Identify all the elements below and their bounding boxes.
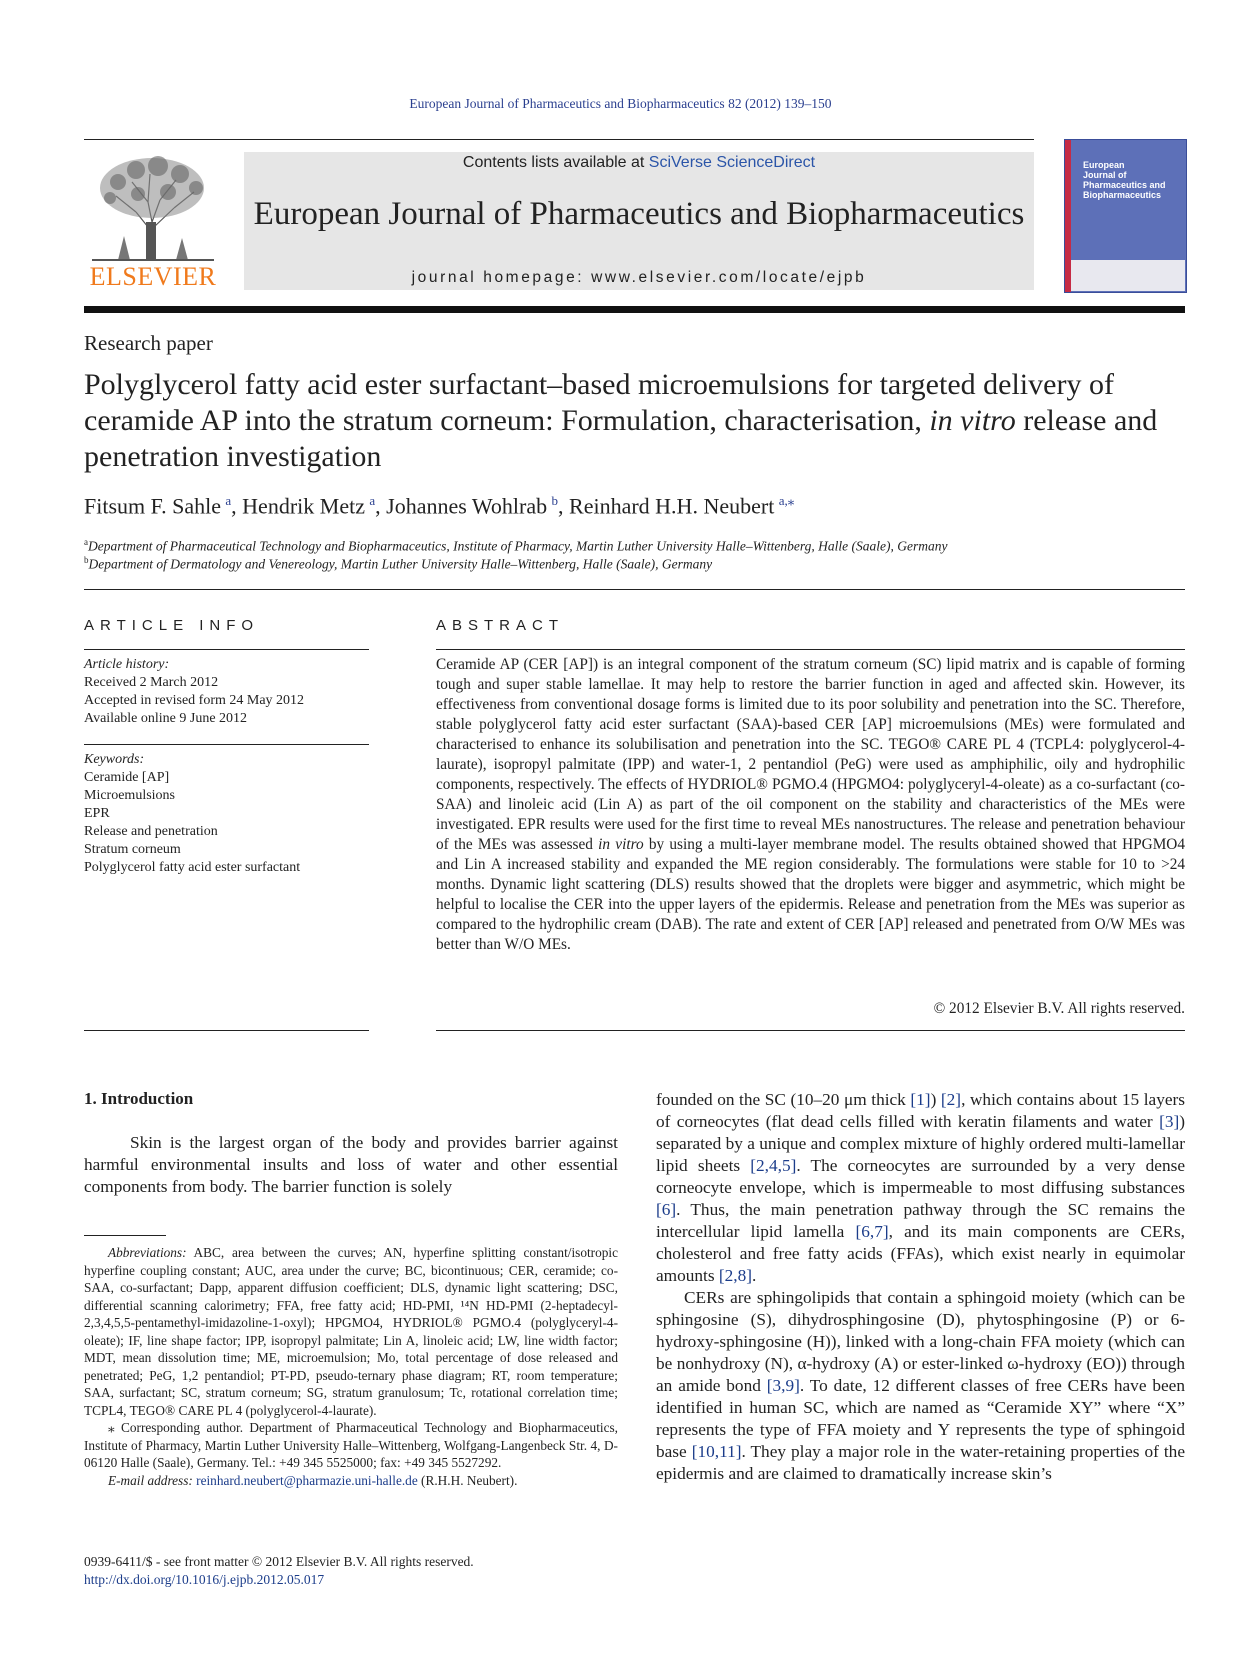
keyword: Release and penetration: [84, 824, 218, 839]
affiliation-text: Department of Dermatology and Venereology, Martin Luther University Halle–Wittenberg, Halle (Saale), Germany: [88, 556, 713, 572]
reference-link[interactable]: [1]: [910, 1090, 931, 1109]
history-rule: [84, 744, 369, 745]
affiliation-text: Department of Pharmaceutical Technology and Biopharmaceutics, Institute of Pharmacy, Martin Luther University Halle–Wittenberg, Halle (Saale), Germany: [88, 538, 948, 554]
email-footnote: [84, 1472, 618, 1490]
keywords-label: Keywords:: [84, 752, 145, 767]
doi-link[interactable]: http://dx.doi.org/10.1016/j.ejpb.2012.05.017: [84, 1571, 325, 1587]
journal-masthead: [244, 152, 1034, 290]
elsevier-wordmark: ELSEVIER: [89, 262, 217, 291]
journal-homepage-link[interactable]: journal homepage: www.elsevier.com/locate/ejpb: [411, 269, 867, 286]
footnotes: [84, 1244, 618, 1489]
body-text: . To date, 12 different classes of free CERs have been identified in human SC, which are named as “Ceramide XY” where “X” represents the type of FFA moiety and Y represents the type of sphingoid base: [656, 1376, 1185, 1461]
article-history: [84, 656, 369, 728]
issn-line: 0939-6411/$ - see front matter © 2012 Elsevier B.V. All rights reserved.: [84, 1554, 474, 1569]
reference-link[interactable]: [10,11]: [691, 1442, 742, 1461]
abstract-italic: in vitro: [598, 836, 644, 853]
footnote-rule: [84, 1235, 166, 1236]
elsevier-logo[interactable]: [88, 152, 218, 292]
author-name[interactable]: Fitsum F. Sahle: [84, 493, 221, 519]
body-text: . The corneocytes are surrounded by a very dense corneocyte envelope, which is impermeable to most diffusing substances: [656, 1156, 1186, 1197]
history-item: Accepted in revised form 24 May 2012: [84, 693, 305, 708]
abbreviations-text: ABC, area between the curves; AN, hyperfine splitting constant/isotropic hyperfine coupling constant; AUC, area under the curve; BC, bicontinuous; CER, ceramide; co-SAA, co-surfactant; Dapp, apparent diffusion coefficient; DLS, dynamic light scattering; DSC, differential scanning calorimetry; FFA, free fatty acid; HD-PMI, ¹⁴N HD-PMI (2-heptadecyl-2,3,4,5,5-pentamethyl-imidazoline-1-oxyl); HPGMO4, HYDRIOL® PGMO.4 (polyglyceryl-4-oleate); IF, line shape factor; IPP, isopropyl palmitate; Lin A, linoleic acid; LW, line width factor; MDT, mean dissolution time; ME, microemulsion; Mo, total percentage of dose released and penetrated; PeG, 1,2 pentandiol; PT-PD, pseudo-ternary phase diagram; RT, room temperature; SAA, surfactant; SC, stratum corneum; SG, stratum granulosum; Tc, rotational correlation time; TCPL4, TEGO® CARE PL 4 (polyglycerol-4-laurate).: [84, 1245, 618, 1418]
masthead-rule: [84, 306, 1185, 313]
right-column-text: [656, 1089, 1185, 1485]
author-affiliation-sup[interactable]: a,⁎: [778, 493, 795, 508]
contents-line: [244, 154, 1034, 172]
contents-prefix: Contents lists available at: [462, 154, 649, 171]
email-suffix: (R.H.H. Neubert).: [417, 1472, 518, 1488]
intro-paragraph: Skin is the largest organ of the body and provides barrier against harmful environmental insults and loss of water and other essential components from body. The barrier function is solely: [84, 1133, 618, 1196]
history-item: Received 2 March 2012: [84, 675, 219, 690]
journal-title: European Journal of Pharmaceutics and Biopharmaceutics: [253, 196, 1025, 232]
reference-link[interactable]: [3,9]: [766, 1376, 800, 1395]
article-info-bottom-rule: [84, 1030, 369, 1031]
history-item: Available online 9 June 2012: [84, 711, 248, 726]
author-affiliation-sup[interactable]: b: [551, 493, 559, 508]
abbreviations-label: Abbreviations:: [108, 1245, 187, 1260]
article-info-heading: ARTICLE INFO: [84, 617, 260, 634]
journal-cover-thumbnail[interactable]: [1064, 139, 1187, 293]
title-text-end: release and penetration investigation: [84, 404, 1158, 473]
reference-link[interactable]: [3]: [1159, 1112, 1180, 1131]
body-text: CERs are sphingolipids that contain a sphingoid moiety (which can be sphingosine (S), dihydrosphingosine (D), phytosphingosine (P) or 6-hydroxy-sphingosine (H)), linked with a long-chain FFA moiety (which can be nonhydroxy (N), α-hydroxy (A) or ester-linked ω-hydroxy (EO)) through an amide bond: [656, 1288, 1185, 1395]
abstract-rule: [436, 649, 1185, 650]
title-rule: [84, 589, 1185, 590]
abstract-bottom-rule: [436, 1030, 1185, 1031]
abstract-heading: ABSTRACT: [436, 617, 565, 634]
author-affiliation-sup[interactable]: a: [225, 493, 232, 508]
author-name[interactable]: Hendrik Metz: [242, 493, 365, 519]
author-name[interactable]: Johannes Wohlrab: [386, 493, 548, 519]
history-label: Article history:: [84, 657, 170, 672]
author-name[interactable]: Reinhard H.H. Neubert: [569, 493, 775, 519]
reference-link[interactable]: [2,8]: [718, 1266, 753, 1285]
reference-link[interactable]: [6]: [656, 1200, 677, 1219]
keywords: [84, 751, 369, 877]
body-paragraph: founded on the SC (10–20 μm thick [1]) [2], which contains about 15 layers of corneocytes (flat dead cells filled with keratin filaments and water [3]) separated by a unique and complex mixture of highly ordered multi-lamellar lipid sheets [2,4,5]. The corneocytes are surrounded by a very dense corneocyte envelope, which is impermeable to most diffusing substances [6]. Thus, the main penetration pathway through the SC remains the intercellular lipid lamella [6,7], and its main components are CERs, cholesterol and free fatty acids (FFAs), which exist nearly in equimolar amounts [2,8].: [656, 1090, 1186, 1285]
abbreviations-footnote: [84, 1244, 618, 1419]
abstract-text: [436, 655, 1185, 955]
body-text: . They play a major role in the water-retaining properties of the epidermis and are claimed to dramatically increase skin’s: [656, 1442, 1185, 1483]
title-italic-text: in vitro: [929, 404, 1016, 437]
keyword: EPR: [84, 806, 110, 821]
title-text: Polyglycerol fatty acid ester surfactant–based microemulsions for targeted delivery of ceramide AP into the stratum corneum: Formulation, characterisation,: [84, 368, 1114, 437]
corresponding-author-footnote: ⁎ Corresponding author. Department of Pharmaceutical Technology and Biopharmaceutics, Institute of Pharmacy, Martin Luther University Halle–Wittenberg, Wolfgang-Langenbeck Str. 4, D-06120 Halle (Saale), Germany. Tel.: +49 345 5525000; fax: +49 345 5527292.: [84, 1420, 618, 1470]
keyword: Microemulsions: [84, 788, 175, 803]
sciencedirect-link[interactable]: SciVerse ScienceDirect: [648, 154, 816, 171]
reference-link[interactable]: [6,7]: [855, 1222, 889, 1241]
author-list: Fitsum F. Sahle $^a$, Hendrik Metz $^a$, Johannes Wohlrab $^b$, Reinhard H.H. Neubert $^{a,⁎}$: [84, 493, 795, 519]
keyword: Stratum corneum: [84, 842, 181, 857]
abstract-copyright: © 2012 Elsevier B.V. All rights reserved.: [933, 1000, 1185, 1017]
author-affiliation-sup[interactable]: a: [369, 493, 376, 508]
affiliation-sup: b: [84, 555, 89, 565]
reference-link[interactable]: [2]: [940, 1090, 962, 1109]
cover-footer: [1071, 260, 1185, 291]
journal-citation[interactable]: European Journal of Pharmaceutics and Biopharmaceutics 82 (2012) 139–150: [409, 96, 832, 111]
email-label: E-mail address:: [108, 1472, 193, 1488]
abstract-body: Ceramide AP (CER [AP]) is an integral component of the stratum corneum (SC) lipid matrix and is capable of forming tough and super stable lamellae. It may help to restore the barrier function in aged and affected skin. However, its effectiveness from conventional dosage forms is limited due to its poor solubility and penetration into the SC. Therefore, stable polyglycerol fatty acid ester surfactant (SAA)-based CER [AP] microemulsions (MEs) were formulated and characterised to enhance its solubilisation and penetration into the SC. TEGO® CARE PL 4 (TCPL4: polyglycerol-4-laurate), isopropyl palmitate (IPP) and water-1, 2 pentandiol (PeG) were used as amphiphilic, oily and hydrophilic components, respectively. The effects of HYDRIOL® PGMO.4 (HPGMO4: polyglyceryl-4-oleate) as a co-surfactant (co-SAA) and linoleic acid (Lin A) as part of the oil component on the stability and characteristics of the MEs were investigated. EPR results were used for the first time to reveal MEs nanostructures. The release and penetration behaviour of the MEs was assessed: [436, 656, 1185, 853]
front-matter-info: [84, 1553, 474, 1588]
body-text: . Thus, the main penetration pathway through the SC remains the intercellular lipid lamella: [656, 1200, 1185, 1241]
cover-title: European Journal of Pharmaceutics and Biopharmaceutics: [1083, 160, 1166, 200]
header-rule: [84, 139, 1034, 140]
body-text: , which contains about 15 layers of corneocytes (flat dead cells filled with keratin filaments and water: [656, 1090, 1186, 1131]
reference-link[interactable]: [2,4,5]: [750, 1156, 797, 1175]
affiliation: [84, 555, 712, 573]
body-text: ) separated by a unique and complex mixture of highly ordered multi-lamellar lipid sheets: [656, 1112, 1185, 1175]
affiliation-sup: a: [84, 537, 88, 547]
keyword: Ceramide [AP]: [84, 770, 170, 785]
article-info-rule: [84, 649, 369, 650]
body-paragraph: [656, 1287, 1185, 1485]
elsevier-tree-icon: [88, 152, 218, 262]
article-title: [84, 367, 1194, 475]
email-link[interactable]: reinhard.neubert@pharmazie.uni-halle.de: [196, 1472, 418, 1488]
article-type: Research paper: [84, 331, 213, 355]
keyword: Polyglycerol fatty acid ester surfactant: [84, 860, 301, 875]
affiliation: [84, 537, 948, 555]
body-text: founded on the SC (10–20 μm thick: [656, 1090, 911, 1109]
section-heading-introduction: 1. Introduction: [84, 1089, 194, 1108]
body-text: , and its main components are CERs, cholesterol and free fatty acids (FFAs), which exist nearly in equimolar amounts: [656, 1222, 1185, 1285]
abstract-body-end: by using a multi-layer membrane model. The results obtained showed that HPGMO4 and Lin A increased stability and expanded the ME region considerably. The formulations were stable for 10 to >24 months. Dynamic light scattering (DLS) results showed that the droplets were bigger and asymmetric, which might be helpful to localise the CER into the upper layers of the epidermis. Release and penetration from the MEs was superior as compared to the hydrophilic cream (DAB). The rate and extent of CER [AP] released and penetrated from O/W MEs was better than W/O MEs.: [436, 836, 1186, 953]
